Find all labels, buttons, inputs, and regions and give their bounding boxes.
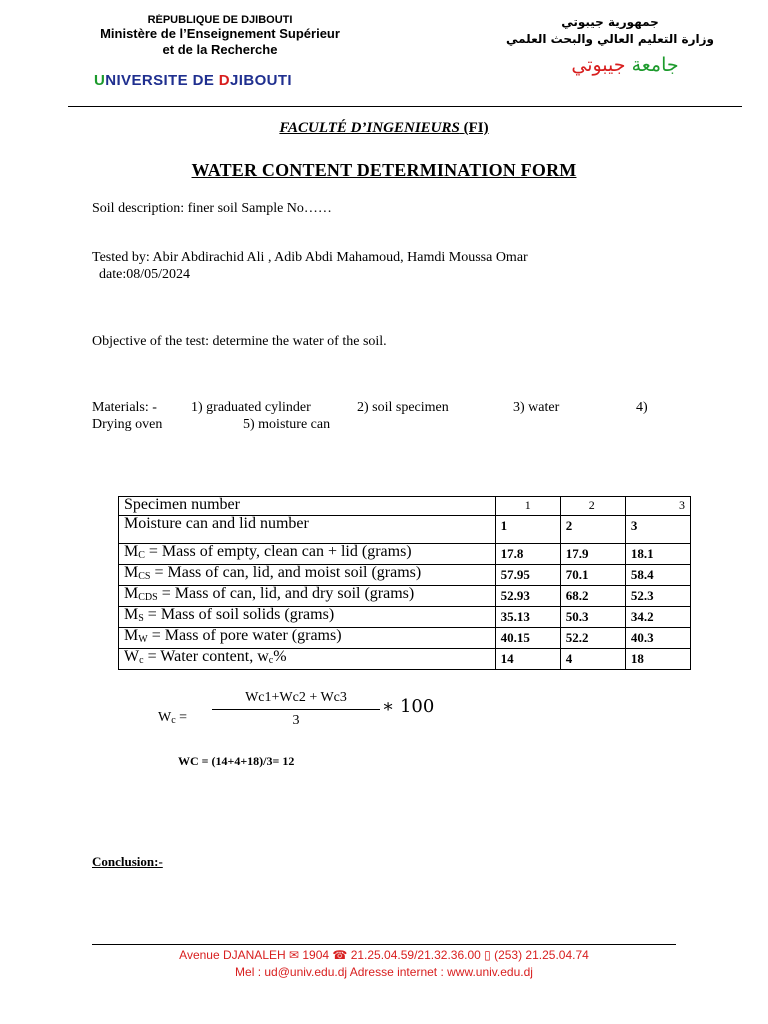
footer-divider bbox=[92, 944, 676, 945]
table-cell: 18 bbox=[625, 649, 690, 670]
table-row bbox=[119, 497, 691, 516]
table-cell: 50.3 bbox=[560, 607, 625, 628]
material-4-number: 4) bbox=[636, 400, 648, 415]
form-title: WATER CONTENT DETERMINATION FORM bbox=[191, 160, 577, 180]
formula-result: WC = (14+4+18)/3= 12 bbox=[178, 754, 295, 768]
table-cell: 52.93 bbox=[495, 586, 560, 607]
table-row bbox=[119, 544, 691, 565]
material-3: 3) water bbox=[513, 400, 560, 415]
table-row bbox=[119, 565, 691, 586]
table-cell: 17.9 bbox=[560, 544, 625, 565]
table-cell: 40.3 bbox=[625, 628, 690, 649]
university-name-fr: UNIVERSITE DE DJIBOUTI bbox=[94, 72, 293, 89]
ministry-ar: وزارة التعليم العالي والبحث العلمي bbox=[505, 32, 715, 46]
objective: Objective of the test: determine the water of the soil. bbox=[92, 334, 387, 349]
material-4: Drying oven bbox=[92, 417, 163, 432]
table-cell: 17.8 bbox=[495, 544, 560, 565]
table-cell: 70.1 bbox=[560, 565, 625, 586]
table-cell: 1 bbox=[495, 516, 560, 544]
university-name-ar: جامعة جيبوتي bbox=[571, 54, 679, 76]
table-cell: 52.3 bbox=[625, 586, 690, 607]
formula-fraction bbox=[212, 690, 380, 729]
footer-contact: Mel : ud@univ.edu.dj Adresse internet : www.univ.edu.dj bbox=[235, 965, 533, 979]
table-cell: 4 bbox=[560, 649, 625, 670]
table-cell: 2 bbox=[560, 497, 625, 516]
material-1: 1) graduated cylinder bbox=[191, 400, 311, 415]
formula-multiplier: ∗ 100 bbox=[382, 696, 435, 717]
faculty-heading: FACULTÉ D’INGENIEURS (FI) bbox=[279, 120, 489, 136]
row-label: $M_S$ = Mass of soil solids (grams) bbox=[119, 607, 496, 628]
table-cell: 52.2 bbox=[560, 628, 625, 649]
header-left bbox=[60, 14, 380, 58]
row-label: $M_C$ = Mass of empty, clean can + lid (grams) bbox=[119, 544, 496, 565]
table-cell: 14 bbox=[495, 649, 560, 670]
table-cell: 35.13 bbox=[495, 607, 560, 628]
header-right bbox=[500, 14, 720, 48]
materials-prefix: Materials: - bbox=[92, 400, 157, 415]
formula-numerator: Wc1+Wc2 + Wc3 bbox=[212, 690, 380, 710]
material-2: 2) soil specimen bbox=[357, 400, 449, 415]
row-label: $M_W$ = Mass of pore water (grams) bbox=[119, 628, 496, 649]
row-label: $M_{CDS}$ = Mass of can, lid, and dry soil (grams) bbox=[119, 586, 496, 607]
conclusion-heading: Conclusion:- bbox=[92, 854, 163, 869]
republic-heading-ar: جمهورية جيبوتي bbox=[561, 15, 659, 29]
table-cell: 68.2 bbox=[560, 586, 625, 607]
ministry-line-1: Ministère de l’Enseignement Supérieur bbox=[100, 26, 340, 41]
table-cell: 3 bbox=[625, 516, 690, 544]
table-cell: 18.1 bbox=[625, 544, 690, 565]
table-cell: 58.4 bbox=[625, 565, 690, 586]
soil-description: Soil description: finer soil Sample No…… bbox=[92, 201, 332, 216]
row-label: Specimen number bbox=[119, 497, 496, 516]
test-date: date:08/05/2024 bbox=[99, 267, 190, 282]
table-cell: 34.2 bbox=[625, 607, 690, 628]
table-cell: 40.15 bbox=[495, 628, 560, 649]
table-row bbox=[119, 586, 691, 607]
row-label: Moisture can and lid number bbox=[119, 516, 496, 544]
water-content-table bbox=[118, 496, 691, 670]
table-row bbox=[119, 649, 691, 670]
republic-heading: RÉPUBLIQUE DE DJIBOUTI bbox=[147, 14, 293, 26]
ministry-line-2: et de la Recherche bbox=[162, 42, 278, 57]
formula-denominator: 3 bbox=[292, 713, 300, 728]
material-5: 5) moisture can bbox=[243, 417, 331, 432]
table-cell: 57.95 bbox=[495, 565, 560, 586]
table-cell: 3 bbox=[625, 497, 690, 516]
tested-by: Tested by: Abir Abdirachid Ali , Adib Abdi Mahamoud, Hamdi Moussa Omar bbox=[92, 250, 528, 265]
table-cell: 1 bbox=[495, 497, 560, 516]
formula-lhs: $W_c$ = bbox=[158, 710, 188, 726]
row-label: $M_{CS}$ = Mass of can, lid, and moist soil (grams) bbox=[119, 565, 496, 586]
footer-address: Avenue DJANALEH ✉ 1904 ☎ 21.25.04.59/21.32.36.00 ▯ (253) 21.25.04.74 bbox=[179, 948, 589, 962]
table-cell: 2 bbox=[560, 516, 625, 544]
table-row bbox=[119, 516, 691, 544]
table-row bbox=[119, 628, 691, 649]
header-divider bbox=[68, 106, 742, 107]
row-label: $W_c$ = Water content, $w_c\%$ bbox=[119, 649, 496, 670]
table-row bbox=[119, 607, 691, 628]
